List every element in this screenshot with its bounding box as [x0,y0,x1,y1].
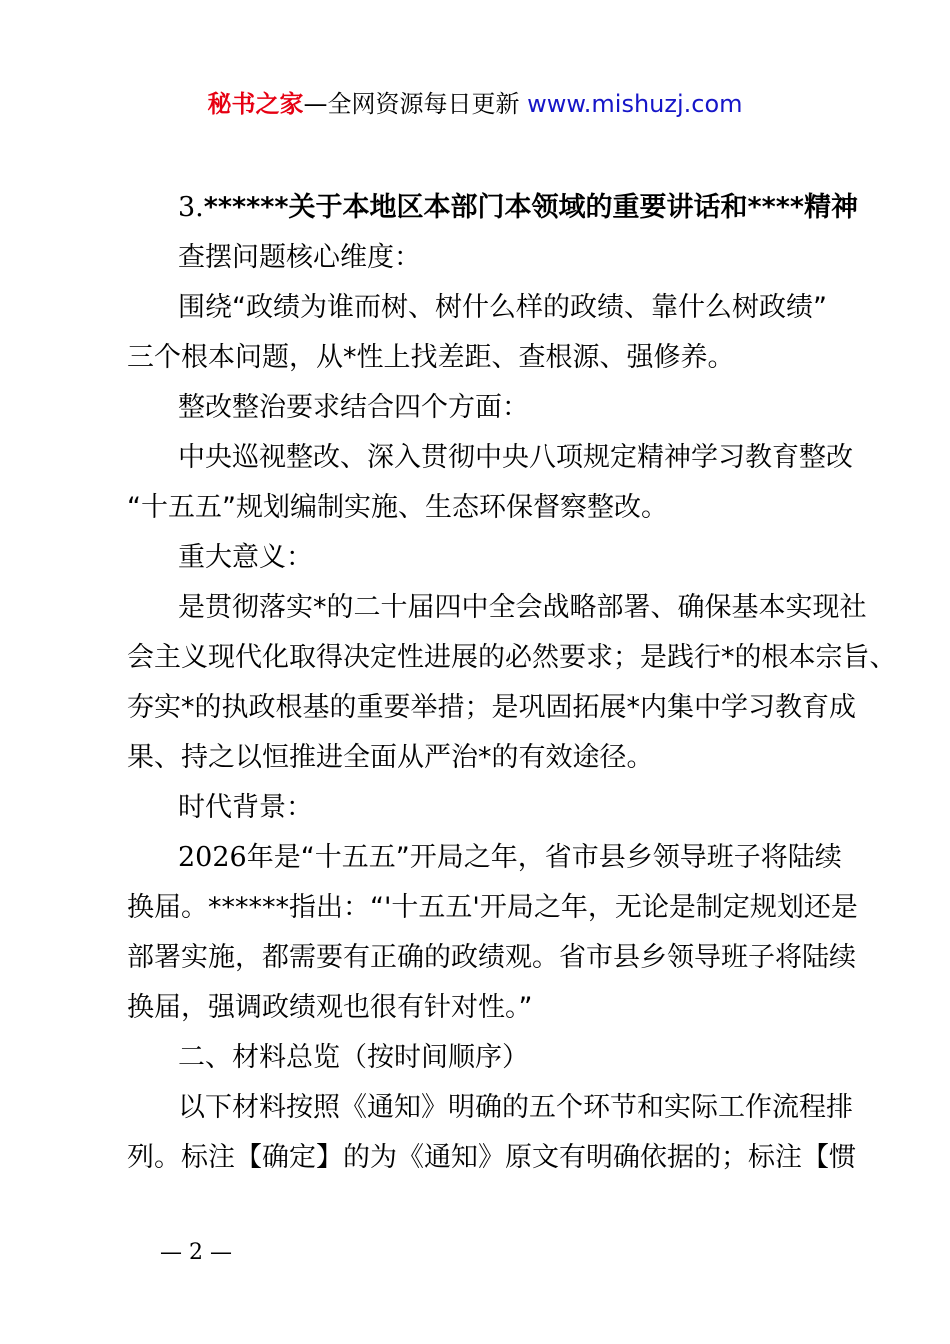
site-header [0,86,950,122]
document-body [127,183,897,1183]
site-url-link[interactable]: www.mishuzj.com [527,90,743,118]
page-number: — 2 — [160,1240,232,1265]
paragraph-line: 整改整治要求结合四个方面： [178,392,529,423]
paragraph-line: 会主义现代化取得决定性进展的必然要求；是践行*的根本宗旨、 [127,642,897,673]
paragraph-line: 围绕“政绩为谁而树、树什么样的政绩、靠什么树政绩” [178,292,827,323]
heading-text: ******关于本地区本部门本领域的重要讲话和****精神 [203,192,858,223]
year-line-text: 年是“十五五”开局之年，省市县乡领导班子将陆续 [246,842,842,873]
paragraph-line: 三个根本问题，从*性上找差距、查根源、强修养。 [127,342,735,373]
paragraph-line: 果、持之以恒推进全面从严治*的有效途径。 [127,742,654,773]
paragraph-line: 换届，强调政绩观也很有针对性。” [127,992,533,1023]
paragraph-line: 重大意义： [178,542,313,573]
heading-number: 3. [178,192,204,223]
paragraph-line: 查摆问题核心维度： [178,242,421,273]
site-tagline: —全网资源每日更新 [303,90,528,118]
section-subheading: 二、材料总览（按时间顺序） [178,1042,529,1073]
paragraph-line: 夯实*的执政根基的重要举措；是巩固拓展*内集中学习教育成 [127,692,856,723]
paragraph-line: 时代背景： [178,792,313,823]
paragraph-line: 以下材料按照《通知》明确的五个环节和实际工作流程排 [178,1092,853,1123]
paragraph-line: 是贯彻落实*的二十届四中全会战略部署、确保基本实现社 [178,592,867,623]
site-brand: 秘书之家 [207,90,304,118]
paragraph-line: “十五五”规划编制实施、生态环保督察整改。 [127,492,668,523]
paragraph-line: 列。标注【确定】的为《通知》原文有明确依据的；标注【惯 [127,1142,856,1173]
paragraph-line-year [127,833,842,883]
paragraph-line: 中央巡视整改、深入贯彻中央八项规定精神学习教育整改 [178,442,853,473]
section-heading [127,183,858,233]
paragraph-line: 换届。******指出：“'十五五'开局之年，无论是制定规划还是 [127,892,858,923]
year-number: 2026 [178,842,247,873]
paragraph-line: 部署实施，都需要有正确的政绩观。省市县乡领导班子将陆续 [127,942,856,973]
